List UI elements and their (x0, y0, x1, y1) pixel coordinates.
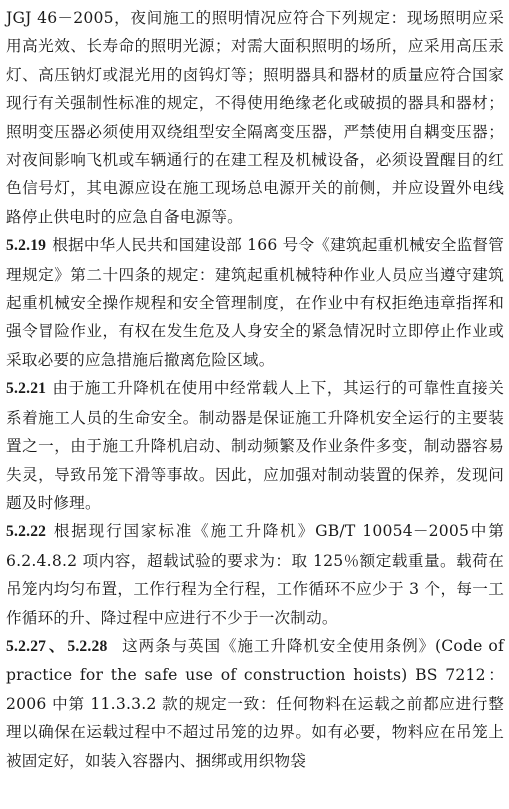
clause-text: 由于施工升降机在使用中经常载人上下，其运行的可靠性直接关系着施工人员的生命安全。制动器是保证施工升降机安全运行的主要装置之一，由于施工升降机启动、制动频繁及作业条件多变，制动器容易失灵，导致吊笼下滑等事故。因此，应加强对制动装置的保养，发现问题及时修理。 (6, 379, 504, 512)
paragraph-text: JGJ 46－2005，夜间施工的照明情况应符合下列规定：现场照明应采用高光效、长寿命的照明光源；对需大面积照明的场所，应采用高压汞灯、高压钠灯或混光用的卤钨灯等；照明器具和器材的质量应符合国家现行有关强制性标准的规定，不得使用绝缘老化或破损的器具和器材；照明变压器必须使用双绕组型安全隔离变压器，严禁使用自耦变压器；对夜间影响飞机或车辆通行的在建工程及机械设备，必须设置醒目的红色信号灯，其电源应设在施工现场总电源开关的前侧，并应设置外电线路停止供电时的应急自备电源等。 (6, 9, 504, 226)
clause-number: 5.2.27 (6, 637, 47, 655)
clause-5-2-27-28 (6, 632, 504, 775)
clause-number-second: 5.2.28 (67, 637, 108, 655)
clause-number: 5.2.22 (6, 523, 47, 541)
clause-text: 根据现行国家标准《施工升降机》GB/T 10054－2005中第 6.2.4.8.2 项内容，超载试验的要求为：取 125％额定载重量。载荷在吊笼内均匀布置，工作行程为全行程，工作循环不应少于 3 个，每一工作循环的升、降过程中应进行不少于一次制动。 (6, 522, 504, 627)
clause-5-2-19 (6, 231, 504, 374)
clause-5-2-22 (6, 517, 504, 632)
clause-text: 这两条与英国《施工升降机安全使用条例》(Code of practice for the safe use of construction hoists) BS 7212：2006 中第 11.3.3.2 款的规定一致：任何物料在运载之前都应进行整理以确保在运载过程中不超过吊笼的边界。如有必要，物料应在吊笼上被固定好，如装入容器内、捆绑或用织物袋 (6, 636, 504, 770)
clause-number-separator: 、 (48, 637, 66, 655)
clause-number: 5.2.19 (6, 237, 47, 255)
clause-number: 5.2.21 (6, 380, 47, 398)
clause-text: 根据中华人民共和国建设部 166 号令《建筑起重机械安全监督管理规定》第二十四条的规定：建筑起重机械特种作业人员应当遵守建筑起重机械安全操作规程和安全管理制度，在作业中有权拒绝违章指挥和强令冒险作业，有权在发生危及人身安全的紧急情况时立即停止作业或采取必要的应急措施后撤离危险区域。 (6, 236, 504, 369)
document-page (6, 4, 504, 775)
paragraph-lighting-rules (6, 4, 504, 231)
clause-5-2-21 (6, 374, 504, 517)
